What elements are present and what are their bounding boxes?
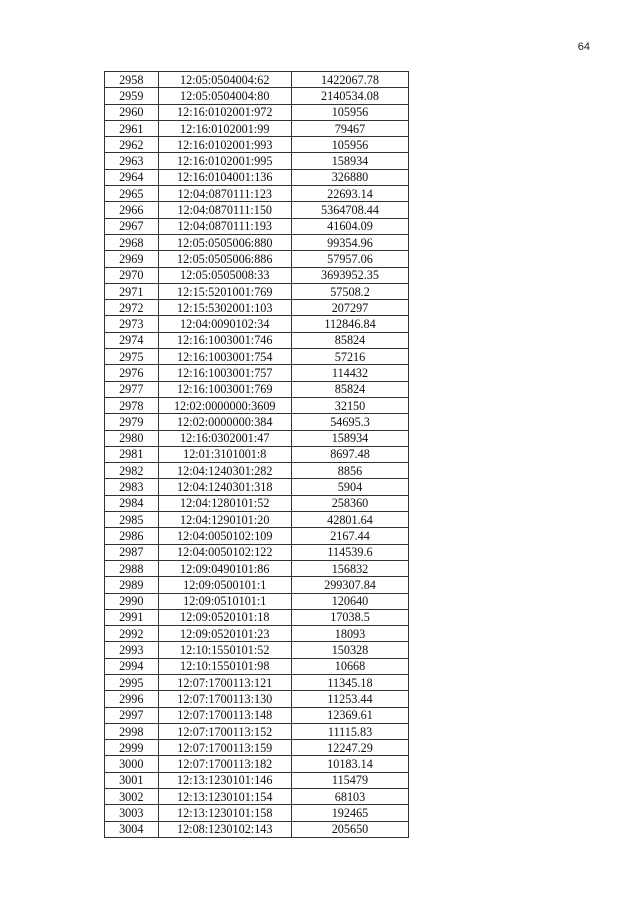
value-cell: 5904: [291, 479, 408, 495]
row-index-cell: 2990: [105, 593, 159, 609]
row-index-cell: 2993: [105, 642, 159, 658]
row-index-cell: 2989: [105, 577, 159, 593]
table-row: [105, 120, 409, 136]
row-index-cell: 2971: [105, 283, 159, 299]
row-index-cell: 2963: [105, 153, 159, 169]
table-row: [105, 626, 409, 642]
value-cell: 299307.84: [291, 577, 408, 593]
table-row: [105, 544, 409, 560]
row-index-cell: 2975: [105, 349, 159, 365]
row-index-cell: 2980: [105, 430, 159, 446]
table-row: [105, 528, 409, 544]
table-row: [105, 234, 409, 250]
row-index-cell: 2961: [105, 120, 159, 136]
value-cell: 105956: [291, 104, 408, 120]
value-cell: 11115.83: [291, 723, 408, 739]
row-index-cell: 2991: [105, 609, 159, 625]
cadastral-number-cell: 12:09:0490101:86: [158, 560, 291, 576]
table-row: [105, 267, 409, 283]
row-index-cell: 2976: [105, 365, 159, 381]
cadastral-number-cell: 12:07:1700113:182: [158, 756, 291, 772]
value-cell: 57957.06: [291, 251, 408, 267]
row-index-cell: 2994: [105, 658, 159, 674]
row-index-cell: 3002: [105, 789, 159, 805]
value-cell: 8697.48: [291, 446, 408, 462]
cadastral-number-cell: 12:16:1003001:757: [158, 365, 291, 381]
value-cell: 17038.5: [291, 609, 408, 625]
cadastral-number-cell: 12:02:0000000:384: [158, 414, 291, 430]
row-index-cell: 2977: [105, 381, 159, 397]
value-cell: 3693952.35: [291, 267, 408, 283]
cadastral-number-cell: 12:16:0102001:99: [158, 120, 291, 136]
row-index-cell: 3001: [105, 772, 159, 788]
value-cell: 112846.84: [291, 316, 408, 332]
row-index-cell: 2979: [105, 414, 159, 430]
cadastral-number-cell: 12:04:1290101:20: [158, 512, 291, 528]
cadastral-number-cell: 12:05:0505006:880: [158, 234, 291, 250]
cadastral-number-cell: 12:05:0504004:62: [158, 72, 291, 88]
table-row: [105, 137, 409, 153]
cadastral-number-cell: 12:09:0520101:18: [158, 609, 291, 625]
row-index-cell: 2981: [105, 446, 159, 462]
row-index-cell: 2986: [105, 528, 159, 544]
row-index-cell: 2974: [105, 332, 159, 348]
table-row: [105, 495, 409, 511]
row-index-cell: 2987: [105, 544, 159, 560]
value-cell: 5364708.44: [291, 202, 408, 218]
value-cell: 156832: [291, 560, 408, 576]
value-cell: 114539.6: [291, 544, 408, 560]
table-row: [105, 397, 409, 413]
row-index-cell: 2966: [105, 202, 159, 218]
table-row: [105, 218, 409, 234]
row-index-cell: 3000: [105, 756, 159, 772]
table-row: [105, 512, 409, 528]
row-index-cell: 2982: [105, 463, 159, 479]
value-cell: 85824: [291, 332, 408, 348]
value-cell: 12247.29: [291, 740, 408, 756]
table-row: [105, 674, 409, 690]
cadastral-number-cell: 12:08:1230102:143: [158, 821, 291, 837]
table-row: [105, 756, 409, 772]
value-cell: 11253.44: [291, 691, 408, 707]
row-index-cell: 2959: [105, 88, 159, 104]
table-row: [105, 772, 409, 788]
cadastral-number-cell: 12:09:0500101:1: [158, 577, 291, 593]
value-cell: 158934: [291, 153, 408, 169]
cadastral-number-cell: 12:16:1003001:754: [158, 349, 291, 365]
value-cell: 57508.2: [291, 283, 408, 299]
cadastral-number-cell: 12:16:1003001:769: [158, 381, 291, 397]
value-cell: 42801.64: [291, 512, 408, 528]
value-cell: 2140534.08: [291, 88, 408, 104]
value-cell: 207297: [291, 300, 408, 316]
row-index-cell: 2970: [105, 267, 159, 283]
row-index-cell: 3003: [105, 805, 159, 821]
cadastral-number-cell: 12:09:0520101:23: [158, 626, 291, 642]
cadastral-number-cell: 12:04:0870111:150: [158, 202, 291, 218]
table-row: [105, 463, 409, 479]
row-index-cell: 2964: [105, 169, 159, 185]
table-row: [105, 593, 409, 609]
cadastral-table: [104, 71, 409, 838]
value-cell: 22693.14: [291, 186, 408, 202]
table-row: [105, 316, 409, 332]
table-row: [105, 283, 409, 299]
table-row: [105, 202, 409, 218]
cadastral-number-cell: 12:07:1700113:152: [158, 723, 291, 739]
row-index-cell: 2992: [105, 626, 159, 642]
row-index-cell: 2983: [105, 479, 159, 495]
value-cell: 41604.09: [291, 218, 408, 234]
value-cell: 158934: [291, 430, 408, 446]
table-row: [105, 186, 409, 202]
table-row: [105, 153, 409, 169]
row-index-cell: 2972: [105, 300, 159, 316]
table-row: [105, 805, 409, 821]
table-row: [105, 658, 409, 674]
cadastral-number-cell: 12:04:1240301:282: [158, 463, 291, 479]
row-index-cell: 2985: [105, 512, 159, 528]
cadastral-number-cell: 12:09:0510101:1: [158, 593, 291, 609]
value-cell: 54695.3: [291, 414, 408, 430]
cadastral-number-cell: 12:13:1230101:158: [158, 805, 291, 821]
cadastral-number-cell: 12:04:1240301:318: [158, 479, 291, 495]
row-index-cell: 2973: [105, 316, 159, 332]
page-number: 64: [577, 41, 590, 53]
cadastral-number-cell: 12:13:1230101:154: [158, 789, 291, 805]
table-row: [105, 414, 409, 430]
value-cell: 120640: [291, 593, 408, 609]
value-cell: 68103: [291, 789, 408, 805]
value-cell: 2167.44: [291, 528, 408, 544]
value-cell: 85824: [291, 381, 408, 397]
value-cell: 105956: [291, 137, 408, 153]
table-row: [105, 691, 409, 707]
table-row: [105, 723, 409, 739]
cadastral-number-cell: 12:16:0102001:972: [158, 104, 291, 120]
cadastral-number-cell: 12:16:1003001:746: [158, 332, 291, 348]
cadastral-number-cell: 12:05:0504004:80: [158, 88, 291, 104]
cadastral-number-cell: 12:16:0102001:993: [158, 137, 291, 153]
row-index-cell: 2967: [105, 218, 159, 234]
table-row: [105, 740, 409, 756]
value-cell: 114432: [291, 365, 408, 381]
row-index-cell: 2998: [105, 723, 159, 739]
table-row: [105, 381, 409, 397]
table-row: [105, 365, 409, 381]
row-index-cell: 2995: [105, 674, 159, 690]
cadastral-number-cell: 12:07:1700113:130: [158, 691, 291, 707]
row-index-cell: 2997: [105, 707, 159, 723]
table-row: [105, 332, 409, 348]
value-cell: 192465: [291, 805, 408, 821]
value-cell: 99354.96: [291, 234, 408, 250]
table-row: [105, 430, 409, 446]
cadastral-number-cell: 12:15:5201001:769: [158, 283, 291, 299]
row-index-cell: 3004: [105, 821, 159, 837]
row-index-cell: 2962: [105, 137, 159, 153]
value-cell: 11345.18: [291, 674, 408, 690]
value-cell: 326880: [291, 169, 408, 185]
table-row: [105, 104, 409, 120]
cadastral-number-cell: 12:04:0870111:193: [158, 218, 291, 234]
cadastral-number-cell: 12:05:0505008:33: [158, 267, 291, 283]
value-cell: 258360: [291, 495, 408, 511]
row-index-cell: 2984: [105, 495, 159, 511]
row-index-cell: 2960: [105, 104, 159, 120]
table-row: [105, 169, 409, 185]
cadastral-number-cell: 12:04:0870111:123: [158, 186, 291, 202]
value-cell: 57216: [291, 349, 408, 365]
table-body: [105, 72, 409, 838]
table-row: [105, 479, 409, 495]
table-row: [105, 446, 409, 462]
table-row: [105, 577, 409, 593]
table-row: [105, 609, 409, 625]
table-row: [105, 251, 409, 267]
value-cell: 32150: [291, 397, 408, 413]
cadastral-number-cell: 12:04:0090102:34: [158, 316, 291, 332]
cadastral-number-cell: 12:05:0505006:886: [158, 251, 291, 267]
cadastral-number-cell: 12:07:1700113:148: [158, 707, 291, 723]
cadastral-number-cell: 12:15:5302001:103: [158, 300, 291, 316]
cadastral-number-cell: 12:01:3101001:8: [158, 446, 291, 462]
cadastral-number-cell: 12:04:1280101:52: [158, 495, 291, 511]
row-index-cell: 2999: [105, 740, 159, 756]
table-row: [105, 72, 409, 88]
value-cell: 205650: [291, 821, 408, 837]
table-row: [105, 88, 409, 104]
table-row: [105, 300, 409, 316]
value-cell: 10668: [291, 658, 408, 674]
value-cell: 12369.61: [291, 707, 408, 723]
value-cell: 115479: [291, 772, 408, 788]
table-row: [105, 789, 409, 805]
value-cell: 18093: [291, 626, 408, 642]
cadastral-number-cell: 12:10:1550101:52: [158, 642, 291, 658]
cadastral-number-cell: 12:07:1700113:159: [158, 740, 291, 756]
cadastral-number-cell: 12:16:0302001:47: [158, 430, 291, 446]
value-cell: 1422067.78: [291, 72, 408, 88]
value-cell: 150328: [291, 642, 408, 658]
cadastral-number-cell: 12:13:1230101:146: [158, 772, 291, 788]
row-index-cell: 2978: [105, 397, 159, 413]
row-index-cell: 2988: [105, 560, 159, 576]
row-index-cell: 2958: [105, 72, 159, 88]
table-row: [105, 642, 409, 658]
row-index-cell: 2968: [105, 234, 159, 250]
table-row: [105, 560, 409, 576]
row-index-cell: 2965: [105, 186, 159, 202]
value-cell: 10183.14: [291, 756, 408, 772]
value-cell: 8856: [291, 463, 408, 479]
cadastral-number-cell: 12:04:0050102:122: [158, 544, 291, 560]
cadastral-number-cell: 12:02:0000000:3609: [158, 397, 291, 413]
cadastral-number-cell: 12:16:0104001:136: [158, 169, 291, 185]
table-row: [105, 349, 409, 365]
cadastral-number-cell: 12:04:0050102:109: [158, 528, 291, 544]
table-row: [105, 707, 409, 723]
table-row: [105, 821, 409, 837]
cadastral-number-cell: 12:10:1550101:98: [158, 658, 291, 674]
cadastral-number-cell: 12:07:1700113:121: [158, 674, 291, 690]
row-index-cell: 2996: [105, 691, 159, 707]
value-cell: 79467: [291, 120, 408, 136]
cadastral-number-cell: 12:16:0102001:995: [158, 153, 291, 169]
row-index-cell: 2969: [105, 251, 159, 267]
